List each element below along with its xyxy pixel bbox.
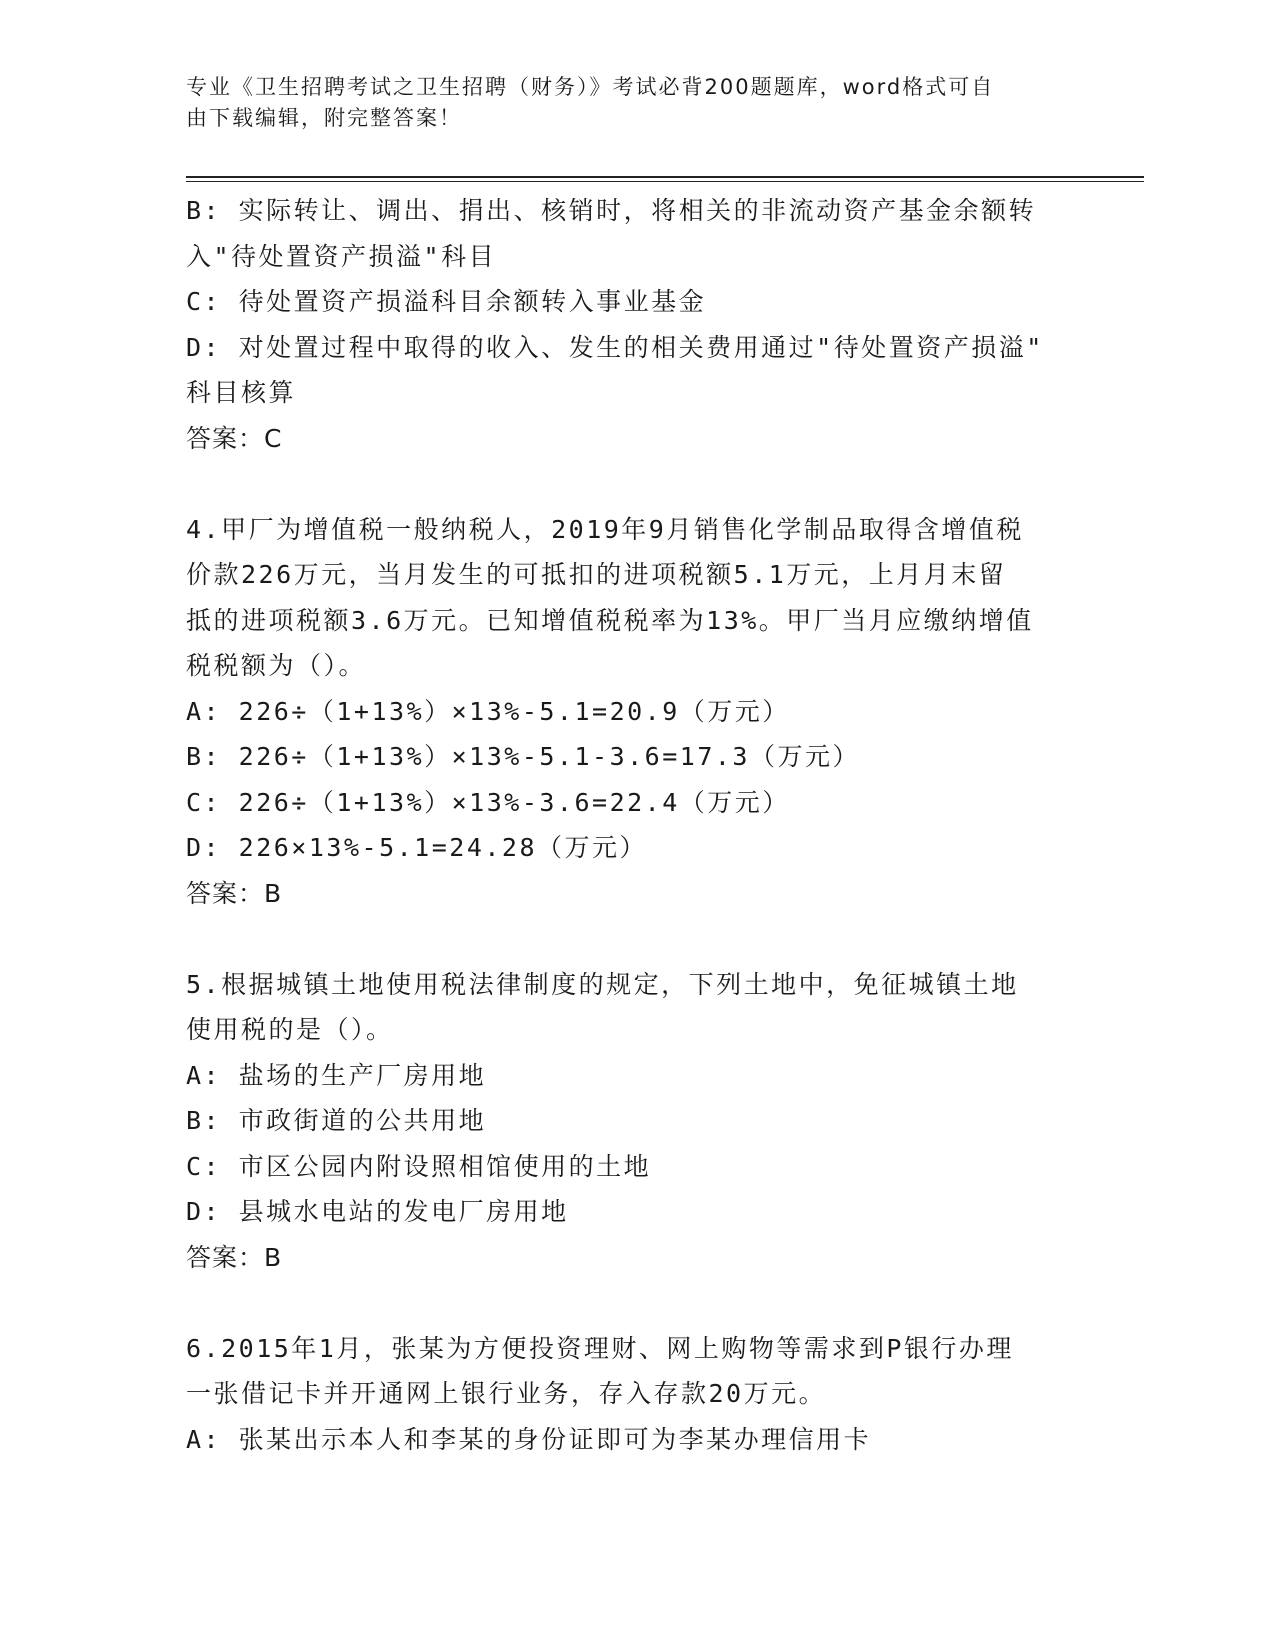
- q3-option-d-line-1: D: 对处置过程中取得的收入、发生的相关费用通过"待处置资产损溢": [186, 332, 1044, 362]
- q3-option-b-line-1: B: 实际转让、调出、捐出、核销时，将相关的非流动资产基金余额转: [186, 196, 1037, 225]
- q3-option-c: C: 待处置资产损溢科目余额转入事业基金: [186, 287, 707, 316]
- q6-option-a: A: 张某出示本人和李某的身份证即可为李某办理信用卡: [186, 1424, 872, 1454]
- q5-option-c: C: 市区公园内附设照相馆使用的土地: [186, 1151, 652, 1181]
- q4-option-a: A: 226÷（1+13%）×13%-5.1=20.9（万元）: [186, 696, 790, 726]
- spacer: [186, 461, 1086, 507]
- q5-option-d: D: 县城水电站的发电厂房用地: [186, 1197, 569, 1226]
- document-header: [186, 72, 1066, 134]
- header-title-line-2: 由下载编辑，附完整答案！: [186, 106, 462, 130]
- q3-option-b-line-2: 入"待处置资产损溢"科目: [186, 241, 497, 271]
- q5-option-b: B: 市政街道的公共用地: [186, 1106, 487, 1135]
- spacer: [186, 916, 1086, 962]
- question-content: [186, 188, 1086, 1462]
- header-title-line-1: 专业《卫生招聘考试之卫生招聘（财务）》考试必背200题题库，word格式可自: [186, 75, 995, 99]
- q5-answer: 答案：B: [186, 1242, 283, 1272]
- question-5-block: [186, 962, 1086, 1281]
- q4-stem-line-3: 抵的进项税额3.6万元。已知增值税税率为13%。甲厂当月应缴纳增值: [186, 605, 1034, 635]
- q4-option-b: B: 226÷（1+13%）×13%-5.1-3.6=17.3（万元）: [186, 742, 860, 771]
- q5-stem-line-2: 使用税的是（）。: [186, 1015, 394, 1044]
- question-4-block: [186, 507, 1086, 917]
- q5-option-a: A: 盐场的生产厂房用地: [186, 1060, 487, 1090]
- q3-answer: 答案：C: [186, 423, 283, 453]
- header-divider-thick: [186, 176, 1144, 178]
- q4-stem-line-2: 价款226万元，当月发生的可抵扣的进项税额5.1万元，上月月末留: [186, 560, 1007, 589]
- q5-stem-line-1: 5.根据城镇土地使用税法律制度的规定，下列土地中，免征城镇土地: [186, 969, 1019, 999]
- question-6-block: [186, 1326, 1086, 1463]
- q6-stem-line-2: 一张借记卡并开通网上银行业务，存入存款20万元。: [186, 1379, 827, 1408]
- q4-stem-line-1: 4.甲厂为增值税一般纳税人，2019年9月销售化学制品取得含增值税: [186, 514, 1024, 544]
- question-3-block: [186, 188, 1086, 461]
- q4-option-c: C: 226÷（1+13%）×13%-3.6=22.4（万元）: [186, 787, 790, 817]
- q4-option-d: D: 226×13%-5.1=24.28（万元）: [186, 833, 648, 862]
- q4-stem-line-4: 税税额为（）。: [186, 651, 367, 680]
- header-divider-thin: [186, 181, 1144, 182]
- q6-stem-line-1: 6.2015年1月，张某为方便投资理财、网上购物等需求到P银行办理: [186, 1333, 1014, 1363]
- q3-option-d-line-2: 科目核算: [186, 378, 297, 407]
- q4-answer: 答案：B: [186, 878, 283, 908]
- spacer: [186, 1280, 1086, 1326]
